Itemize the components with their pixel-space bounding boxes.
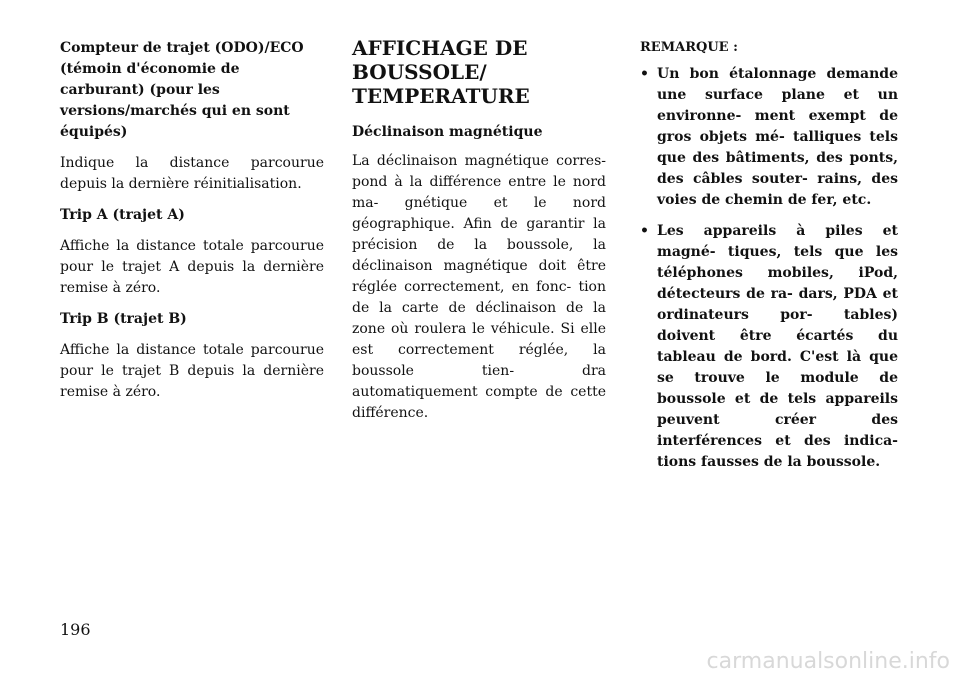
declination-paragraph: La déclinaison magnétique corres- pond à la différence entre le nord ma- gnétique et le nord géographique. Afin de garantir la précision de la boussole, la déclinaison magnétique doit être réglée correctement, en fonc- tion de la carte de déclinaison de la zone où roulera le véhicule. Si elle est correctement réglée, la boussole tien- dra automatiquement compte de cette différence. <box>352 153 606 421</box>
odo-eco-heading: Compteur de trajet (ODO)/ECO (témoin d'économie de carburant) (pour les versions/marchés qui en sont équipés) <box>60 40 304 140</box>
watermark: carmanualsonline.info <box>706 649 950 674</box>
trip-a-description: Affiche la distance totale parcourue pour le trajet A depuis la dernière remise à zéro. <box>60 238 324 296</box>
note-bullet-item <box>640 221 898 473</box>
section-title-line-1: AFFICHAGE DE <box>352 36 528 60</box>
trip-b-description: Affiche la distance totale parcourue pour le trajet B depuis la dernière remise à zéro. <box>60 342 324 400</box>
bullet-dot-icon: • <box>640 66 649 82</box>
left-column <box>60 38 324 403</box>
page-number: 196 <box>60 620 91 639</box>
note-title: REMARQUE : <box>640 40 738 55</box>
trip-a-label: Trip A (trajet A) <box>60 207 185 223</box>
section-title-line-2: BOUSSOLE/ <box>352 60 487 84</box>
bullet-dot-icon: • <box>640 223 649 239</box>
declination-subheading: Déclinaison magnétique <box>352 124 543 140</box>
section-title-line-3: TEMPERATURE <box>352 84 530 108</box>
middle-column <box>352 36 606 424</box>
note-bullet-list <box>640 64 898 473</box>
trip-b-label: Trip B (trajet B) <box>60 311 187 327</box>
section-title <box>352 36 606 108</box>
right-column <box>640 38 898 483</box>
odo-description: Indique la distance parcourue depuis la dernière réinitialisation. <box>60 155 324 192</box>
note-bullet-text: Les appareils à piles et magné- tiques, tels que les téléphones mobiles, iPod, détecteurs de ra- dars, PDA et ordinateurs por- tables) doivent être écartés du tableau de bord. C'est là que se trouve le module de boussole et de tels appareils peuvent créer des interférences et des indica- tions fausses de la boussole. <box>657 223 898 470</box>
note-bullet-text: Un bon étalonnage demande une surface plane et un environne- ment exempt de gros objets mé- talliques tels que des bâtiments, des ponts, des câbles souter- rains, des voies de chemin de fer, etc. <box>657 66 898 208</box>
note-bullet-item <box>640 64 898 211</box>
